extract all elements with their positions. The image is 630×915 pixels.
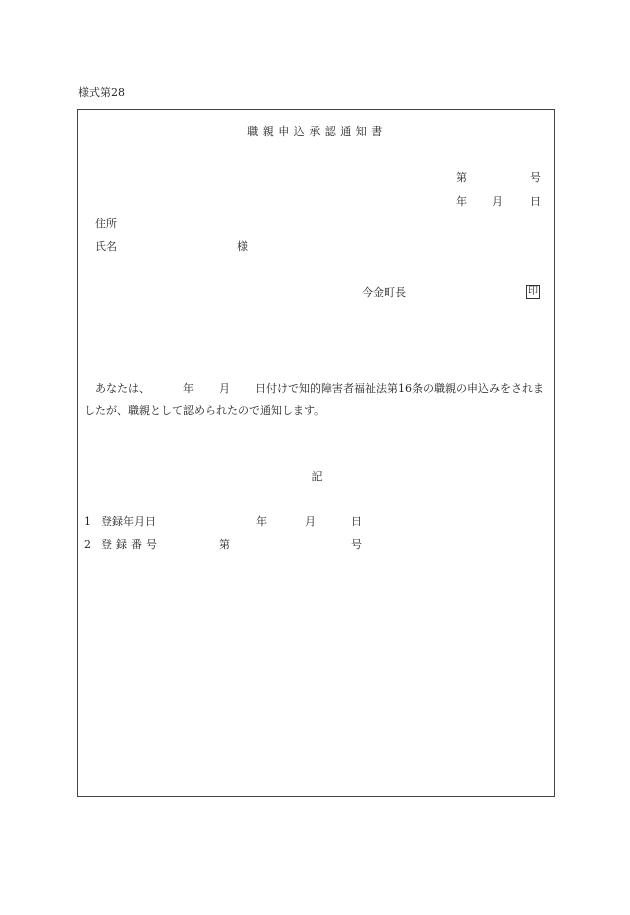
body-month: 月 [219,382,230,395]
item-2-number: 2 [84,538,91,551]
issue-number-go: 号 [530,171,541,184]
item-1-month: 月 [305,515,316,528]
issue-date-year: 年 [456,195,467,208]
issue-date-month: 月 [492,195,503,208]
seal-mark: 印 [528,286,538,297]
item-2-go: 号 [351,538,362,551]
item-1-number: 1 [84,515,91,528]
issue-number-dai: 第 [456,171,467,184]
item-2-label: 登録番号 [101,538,161,551]
name-label: 氏名 [95,240,117,253]
body-suffix: 日付けで知的障害者福祉法第16条の職親の申込みをされましたが、職親として認められたので通知します。 [84,382,544,417]
item-1-label: 登録年月日 [101,515,156,528]
notice-body [84,378,552,422]
address-label: 住所 [95,217,117,230]
issuer-title: 今金町長 [362,286,406,299]
item-1-day: 日 [351,515,362,528]
form-number: 様式第28 [78,86,125,99]
item-1-year: 年 [256,515,267,528]
honorific-sama: 様 [237,240,248,253]
seal-stamp [526,285,540,299]
ki-heading: 記 [311,470,323,483]
issue-date-day: 日 [530,195,541,208]
body-year: 年 [183,382,194,395]
notice-frame [77,109,555,797]
item-2-dai: 第 [219,538,230,551]
body-prefix: あなたは、 [95,382,150,395]
document-title: 職親申込承認通知書 [247,125,387,138]
